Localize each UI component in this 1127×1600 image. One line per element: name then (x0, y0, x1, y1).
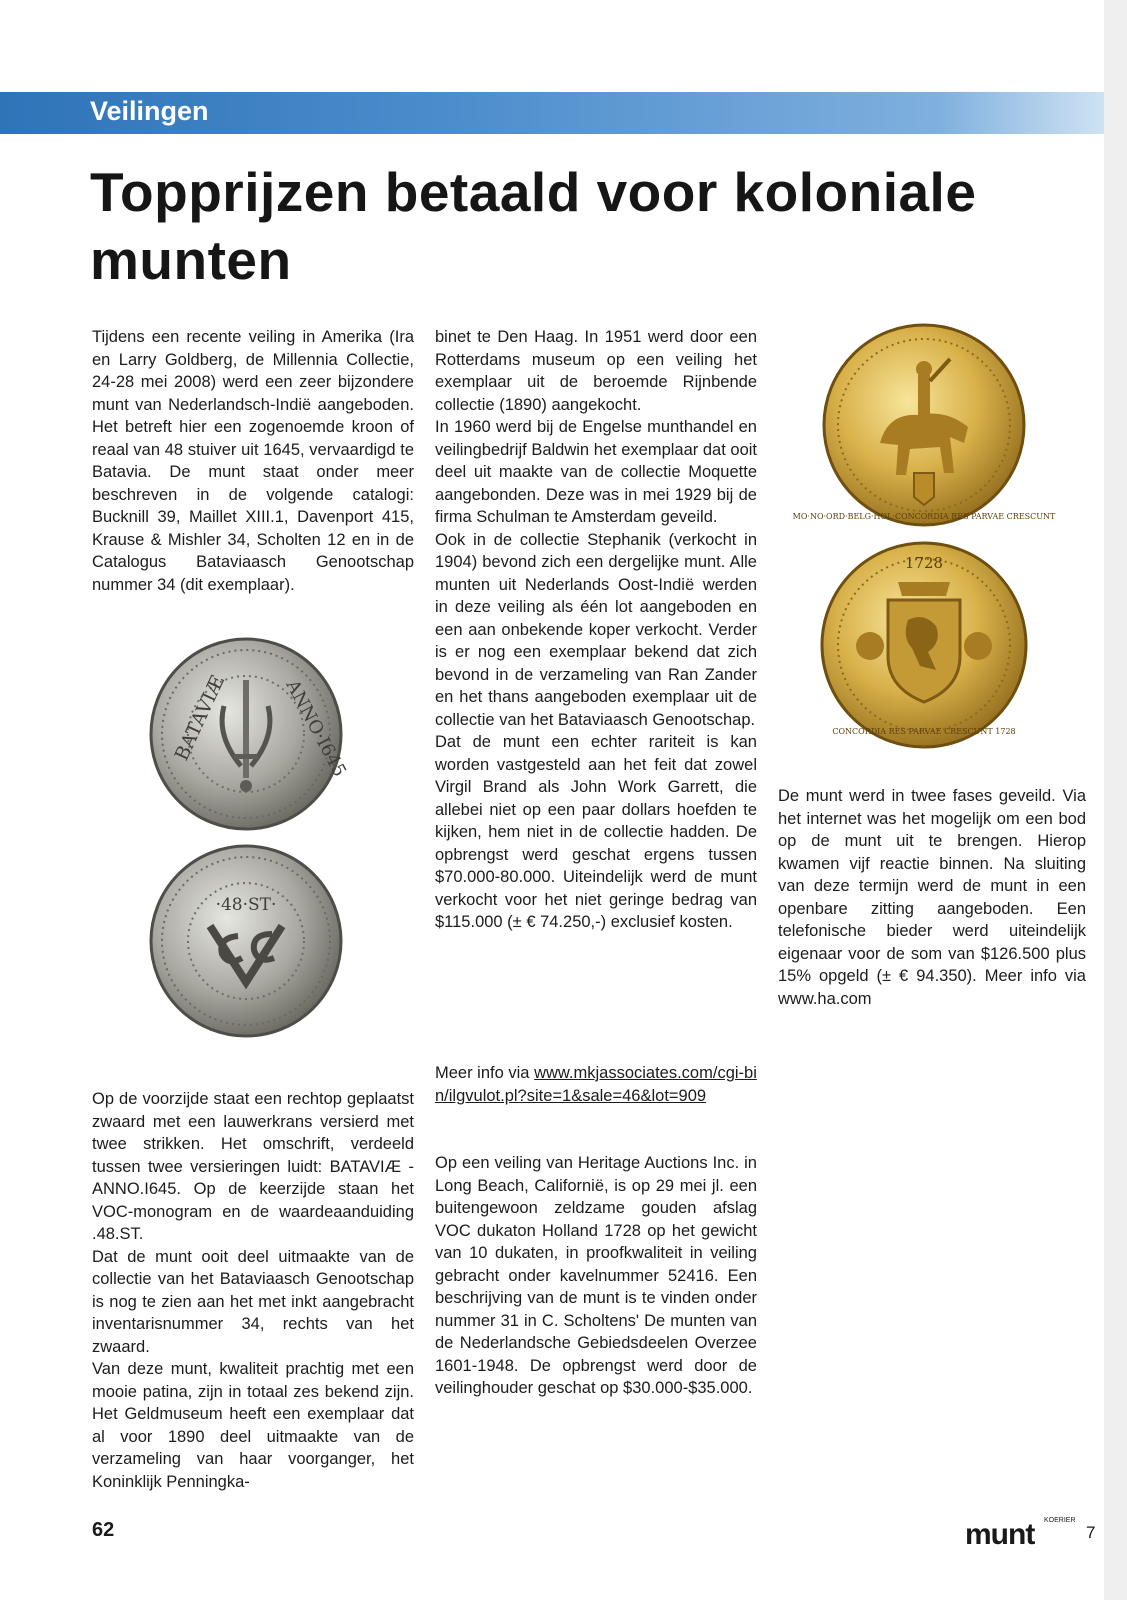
silver-coin-reverse (146, 842, 346, 1040)
page-number-right: 7 (1086, 1523, 1096, 1542)
page-edge (1104, 0, 1127, 1600)
column-2-bottom (435, 1152, 757, 1400)
paragraph: binet te Den Haag. In 1951 werd door een Rotterdams museum op een veiling het exemplaar uit de beroemde Rijnbende collectie (1890) aangekocht. (435, 328, 757, 414)
paragraph: De munt werd in twee fases geveild. Via het internet was het mogelijk om een bod op de munt uit te brengen. Hierop kwamen vijf reactie binnen. Na sluiting van deze termijn werd de munt in een openbare zitting aangeboden. Een telefonische bieder werd uiteindelijk eigenaar voor de som van $126.500 plus 15% opgeld (± € 94.350). Meer info via www.ha.com (778, 787, 1086, 1008)
column-3 (778, 785, 1086, 1010)
section-label: Veilingen (90, 96, 209, 126)
column-2-top (435, 326, 757, 934)
silver-coin-obverse (146, 636, 351, 832)
paragraph: Dat de munt ooit deel uitmaakte van de collectie van het Bataviaasch Genootschap is nog te zien aan het met inkt aangebracht inventarisnummer 34, rechts van het zwaard. (92, 1247, 414, 1356)
coin-legend-right: ANNO·I645 (281, 676, 351, 781)
magazine-logo: munt (965, 1518, 1035, 1551)
section-banner (0, 92, 1104, 134)
page-number-left: 62 (92, 1519, 115, 1541)
magazine-logo-subtitle: KOERIER (1044, 1517, 1076, 1524)
auction-link[interactable]: www.mkjassociates.com/cgi-bin/ilgvulot.pl?site=1&sale=46&lot=909 (435, 1064, 757, 1105)
column-1-top (92, 326, 414, 596)
paragraph: Op een veiling van Heritage Auctions Inc. in Long Beach, Californië, is op 29 mei jl. een buitengewoon zeldzame gouden afslag VOC dukaton Holland 1728 op het gewicht van 10 dukaten, in proofkwaliteit in veiling gebracht onder kavelnummer 52416. Een beschrijving van de munt is te vinden onder nummer 31 in C. Scholtens' De munten van de Nederlandsche Gebiedsdeelen Overzee 1601-1948. De opbrengst werd door de veilinghouder geschat op $30.000-$35.000. (435, 1154, 757, 1397)
coin-denomination: ·48·ST· (215, 895, 277, 915)
paragraph: Dat de munt een echter rariteit is kan worden vastgesteld aan het feit dat zowel Virgil Brand als John Work Garrett, die allebei niet op een paar dollars hoefden te kijken, hem niet in de collectie hadden. De opbrengst werd geschat ergens tussen $70.000-80.000. Uiteindelijk werd de munt verkocht voor het niet geringe bedrag van $115.000 (± € 74.250,-) exclusief kosten. (435, 733, 757, 931)
more-info-label: Meer info via (435, 1064, 530, 1082)
coin-legend-left: BATAVIÆ (170, 672, 230, 765)
column-1-bottom (92, 1088, 414, 1493)
paragraph: Ook in de collectie Stephanik (verkocht in 1904) bevond zich een dergelijke munt. Alle munten uit Nederlands Oost-Indië werden in deze veiling als één lot aangeboden en een aan onbekende koper verkocht. Verder is er nog een exemplaar bekend dat zich bevond in de verzameling van Ran Zander en het thans aangeboden exemplaar uit de collectie van het Bataviaasch Genootschap. (435, 530, 757, 729)
more-info-block (435, 1062, 757, 1107)
paragraph: In 1960 werd bij de Engelse munthandel en veilingbedrijf Baldwin het exemplaar dat ooit deel uit maakte van de collectie Moquette aangebonden. Deze was in mei 1929 bij de firma Schulman te Amsterdam geveild. (435, 418, 757, 526)
paragraph: Op de voorzijde staat een rechtop geplaatst zwaard met een lauwerkrans versierd met twee strikken. Het omschrift, verdeeld tussen twee versieringen luidt: BATAVIÆ - ANNO.I645. Op de keerzijde staan het VOC-monogram en de waardeaanduiding .48.ST. (92, 1090, 414, 1243)
paragraph: Tijdens een recente veiling in Amerika (Ira en Larry Goldberg, de Millennia Collectie, 24-28 mei 2008) werd een zeer bijzondere munt van Nederlandsch-Indië aangeboden. Het betreft hier een zogenoemde kroon of reaal van 48 stuiver uit 1645, vervaardigd te Batavia. De munt staat onder meer beschreven in de volgende catalogi: Bucknill 39, Maillet XIII.1, Davenport 415, Krause & Mishler 34, Scholten 12 en in de Catalogus Bataviaasch Genootschap nummer 34 (dit exemplaar). (92, 328, 414, 594)
gold-coin-obverse (792, 323, 1056, 528)
coin-date: 1728 (904, 554, 944, 572)
coin-legend: CONCORDIA RES PARVAE CRESCUNT 1728 (832, 727, 1016, 736)
article-title: Topprijzen betaald voor koloniale munten (90, 161, 977, 291)
coin-legend: MO·NO·ORD·BELG·HOL·CONCORDIA RES PARVAE CRESCUNT (792, 512, 1056, 521)
gold-coin-reverse (818, 538, 1030, 752)
paragraph: Van deze munt, kwaliteit prachtig met een mooie patina, zijn in totaal zes bekend zijn. Het Geldmuseum heeft een exemplaar dat al voor 1890 deel uitmaakte van de verzameling van haar voorganger, het Koninklijk Penningka- (92, 1360, 414, 1491)
